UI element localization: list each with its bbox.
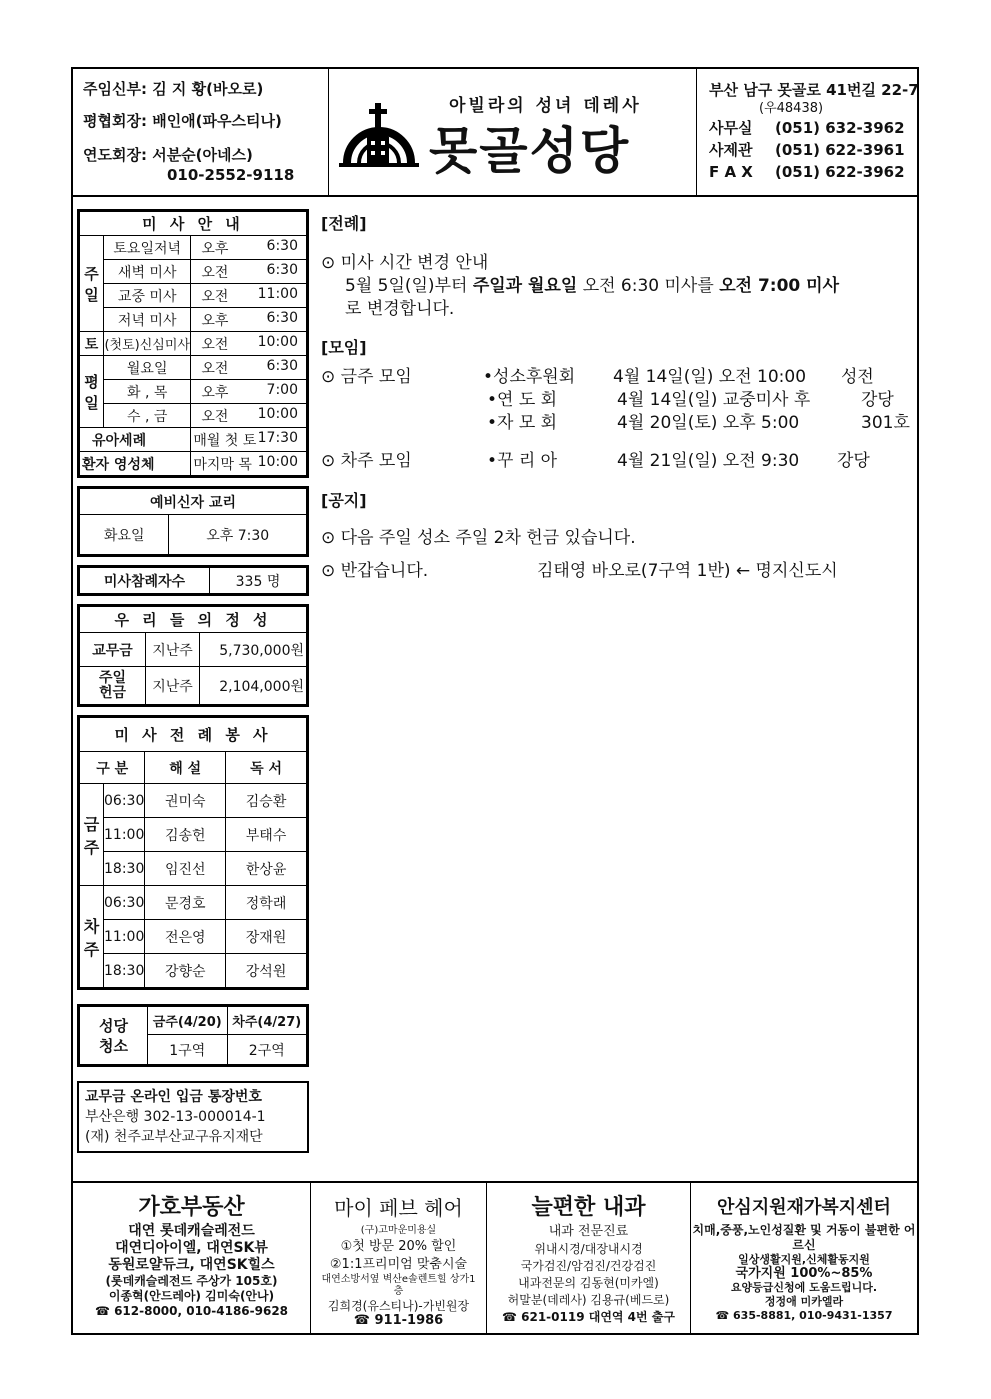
mass-time: 10:00 [257, 405, 298, 422]
liturgy-new-time: 오전 7:00 미사 [719, 276, 839, 296]
liturgy-service-box [77, 715, 309, 990]
mass-time: 7:00 [266, 381, 298, 398]
ad-line: (롯데캐슬레전드 주상가 105호) [105, 1274, 278, 1288]
meeting-place: 강당 [861, 390, 894, 410]
mass-name: 수 , 금 [104, 404, 191, 428]
commentator: 강향순 [145, 954, 226, 988]
liturgy-line2: 로 변경합니다. [345, 299, 455, 319]
league-name: 서분순(아네스) [152, 146, 253, 164]
ad-phone: ☎ 635-8881, 010-9431-1357 [715, 1309, 893, 1322]
welcome-label: 반갑습니다. [340, 561, 429, 581]
ad-line: 대연디아이엘, 대연SK뷰 [115, 1240, 268, 1256]
mass-name: 새벽 미사 [104, 260, 191, 284]
infant-baptism-label: 유아세례 [92, 432, 147, 449]
council-name: 배인애(파우스티나) [152, 112, 282, 130]
commentator: 전은영 [145, 920, 226, 954]
new-member: 김태영 바오로(7구역 1반) ← 명지신도시 [537, 561, 838, 581]
council-label: 평협회장: [83, 112, 147, 130]
meeting-place: 301호 [861, 413, 910, 433]
mass-time: 11:00 [257, 285, 298, 302]
account-title: 교무금 온라인 입금 통장번호 [85, 1089, 262, 1105]
ad-line: 위내시경/대장내시경 [534, 1242, 643, 1256]
mass-name: 저녁 미사 [104, 308, 191, 332]
attendance-box [77, 565, 309, 596]
ad-line: ①첫 방문 20% 할인 [340, 1239, 457, 1254]
left-column [77, 209, 309, 1161]
bullet-icon: ⊙ [321, 253, 341, 273]
ad-line: 치매,중풍,노인성질환 및 거동이 불편한 어르신 [692, 1223, 916, 1252]
ad-hair [311, 1183, 487, 1335]
ad-clinic [487, 1183, 691, 1335]
service-time: 06:30 [104, 886, 145, 920]
mass-time: 6:30 [266, 261, 298, 278]
dues-label: 교무금 [80, 633, 146, 667]
church-logo-icon [339, 101, 419, 171]
pastor-label: 주임신부: [83, 80, 147, 98]
rectory-phone: (051) 622-3961 [775, 141, 905, 159]
liturgy-old-time: 오전 6:30 미사를 [582, 276, 714, 296]
meeting-place: 강당 [837, 451, 870, 471]
mass-ampm: 오후 [201, 312, 229, 329]
bulletin-frame [71, 67, 919, 1335]
ad-title: 가호부동산 [138, 1195, 245, 1220]
service-time: 11:00 [104, 818, 145, 852]
commentator: 임진선 [145, 852, 226, 886]
cleaning-box [77, 1004, 309, 1067]
liturgy-days: 주일과 월요일 [472, 276, 578, 296]
mass-time: 6:30 [266, 309, 298, 326]
infant-baptism-day: 매월 첫 토 [193, 432, 257, 449]
ad-phone: ☎ 621-0119 대연역 4번 출구 [502, 1310, 675, 1324]
mass-ampm: 오전 [201, 408, 229, 425]
catechism-time: 오후 7:30 [169, 515, 307, 555]
league-label: 연도회장: [83, 146, 147, 164]
header [73, 69, 917, 197]
postal-code: (우48438) [759, 101, 824, 116]
infant-baptism-time: 17:30 [257, 429, 298, 446]
mass-ampm: 오전 [201, 264, 229, 281]
reader: 김승환 [226, 784, 307, 818]
mass-name: (첫토)신심미사 [104, 332, 191, 356]
service-time: 18:30 [104, 852, 145, 886]
fax-number: (051) 622-3962 [775, 163, 905, 181]
meeting-time: 4월 14일(일) 오전 10:00 [613, 367, 807, 387]
liturgy-item: 미사 시간 변경 안내 [340, 253, 489, 273]
dues-value: 5,730,000원 [200, 633, 307, 667]
sunday-offering-label: 주일헌금 [80, 667, 146, 705]
mass-schedule [77, 209, 309, 478]
mass-time: 6:30 [266, 237, 298, 254]
ad-line: 김희경(유스티나)-가빈원장 [327, 1299, 470, 1313]
notice-item: 다음 주일 성소 주일 2차 헌금 있습니다. [340, 528, 636, 548]
mass-title: 미 사 안 내 [80, 212, 307, 236]
liturgy-date: 5월 5일(일)부터 [345, 276, 468, 296]
reader: 정학래 [226, 886, 307, 920]
reader: 장재원 [226, 920, 307, 954]
account-box [77, 1081, 309, 1153]
ad-line: 국가검진/암검진/건강검진 [520, 1259, 657, 1273]
ad-real-estate [73, 1183, 311, 1335]
offering-box [77, 604, 309, 707]
service-time: 18:30 [104, 954, 145, 988]
ad-line: ②1:1프리미엄 맞춤시술 [329, 1257, 468, 1272]
this-week-meetings-label: 금주 모임 [340, 367, 412, 387]
meeting-group: •성소후원회 [483, 367, 576, 387]
parish-patron: 아빌라의 성녀 데레사 [449, 96, 642, 116]
league-phone: 010-2552-9118 [167, 166, 295, 184]
address: 부산 남구 못골로 41번길 22-7 [709, 81, 919, 99]
reader: 강석원 [226, 954, 307, 988]
service-col-division: 구 분 [80, 752, 145, 784]
ad-phone: ☎ 612-8000, 010-4186-9628 [94, 1304, 289, 1318]
service-col-commentary: 해 설 [145, 752, 226, 784]
ad-title: 늘편한 내과 [531, 1195, 646, 1220]
bullet-icon: ⊙ [321, 451, 341, 471]
attendance-label: 미사참례자수 [80, 568, 210, 594]
sunday-offering-when: 지난주 [146, 667, 200, 705]
meeting-group: •꾸 리 아 [487, 451, 558, 471]
reader: 한상윤 [226, 852, 307, 886]
ad-line: 내과 전문진료 [548, 1224, 629, 1239]
mass-name: 토요일저녁 [104, 236, 191, 260]
bullet-icon: ⊙ [321, 528, 341, 548]
cleaning-next-head: 차주(4/27) [227, 1007, 307, 1035]
office-phone: (051) 632-3962 [775, 119, 905, 137]
mass-ampm: 오전 [201, 336, 229, 353]
ad-line: 정정애 미카엘라 [764, 1295, 844, 1308]
sick-communion-time: 10:00 [257, 453, 298, 470]
commentator: 문경호 [145, 886, 226, 920]
reader: 부태수 [226, 818, 307, 852]
next-week-meetings-label: 차주 모임 [340, 451, 412, 471]
meeting-group: •자 모 회 [487, 413, 558, 433]
cleaning-this: 1구역 [148, 1035, 228, 1065]
attendance-value: 335 명 [210, 568, 307, 594]
ad-subtitle: (구)고마운미용실 [360, 1225, 437, 1236]
pastor-name: 김 지 황(바오로) [152, 80, 264, 98]
mass-ampm: 오후 [201, 384, 229, 401]
sick-communion-day: 마지막 목 [193, 456, 252, 473]
ad-line: 국가지원 100%~85% [735, 1266, 873, 1281]
saturday-label: 토 [80, 332, 104, 356]
advertisements [73, 1181, 917, 1335]
offering-title: 우 리 들 의 정 성 [80, 607, 307, 633]
rectory-label: 사제관 [709, 141, 753, 159]
announcements [321, 211, 913, 583]
mass-ampm: 오후 [201, 240, 229, 257]
notice-heading: [공지] [321, 491, 367, 510]
meeting-time: 4월 21일(일) 오전 9:30 [617, 451, 800, 471]
this-week-label: 금주 [80, 784, 104, 886]
mass-ampm: 오전 [201, 288, 229, 305]
mass-name: 화 , 목 [104, 380, 191, 404]
weekday-label: 평일 [80, 356, 104, 428]
contact-info [697, 69, 917, 197]
ad-line: 대연소방서옆 벽산e솔렌트힐 상가1층 [321, 1274, 476, 1297]
mass-name: 교중 미사 [104, 284, 191, 308]
cleaning-this-head: 금주(4/20) [148, 1007, 228, 1035]
account-owner: (재) 천주교부산교구유지재단 [85, 1129, 263, 1145]
ad-line: 요양등급신청에 도움드립니다. [730, 1281, 878, 1294]
catechism-day: 화요일 [80, 515, 169, 555]
ad-line: 대연 롯데캐슬레전드 [128, 1223, 255, 1239]
commentator: 권미숙 [145, 784, 226, 818]
office-label: 사무실 [709, 119, 753, 137]
dues-when: 지난주 [146, 633, 200, 667]
mass-time: 6:30 [266, 357, 298, 374]
church-title-block [329, 69, 697, 197]
fax-label: F A X [709, 163, 753, 181]
church-name: 못골성당 [429, 122, 631, 180]
ad-line: 일상생활지원,신체활동지원 [738, 1253, 870, 1266]
service-col-reading: 독 서 [226, 752, 307, 784]
ad-line: 내과전문의 김동현(미카엘) [518, 1276, 659, 1290]
bullet-icon: ⊙ [321, 561, 341, 581]
ad-line: 허말분(데레사) 김용규(베드로) [507, 1293, 670, 1307]
ad-line: 동원로얄듀크, 대연SK힐스 [108, 1257, 275, 1273]
account-number: 부산은행 302-13-000014-1 [85, 1109, 266, 1125]
mass-name: 월요일 [104, 356, 191, 380]
meeting-time: 4월 20일(토) 오후 5:00 [617, 413, 800, 433]
meeting-time: 4월 14일(일) 교중미사 후 [617, 390, 811, 410]
ad-title: 안심지원재가복지센터 [717, 1197, 891, 1218]
sunday-label: 주일 [80, 236, 104, 332]
service-title: 미 사 전 례 봉 사 [80, 718, 307, 752]
service-time: 06:30 [104, 784, 145, 818]
meetings-heading: [모임] [321, 338, 367, 357]
commentator: 김송헌 [145, 818, 226, 852]
service-time: 11:00 [104, 920, 145, 954]
meeting-place: 성전 [841, 367, 874, 387]
ad-welfare-center [691, 1183, 917, 1335]
ad-line: 이종혁(안드레아) 김미숙(안나) [108, 1289, 275, 1303]
ad-phone: ☎ 911-1986 [353, 1313, 444, 1328]
meeting-group: •연 도 회 [487, 390, 558, 410]
catechism-title: 예비신자 교리 [80, 489, 307, 515]
staff-info [73, 69, 329, 197]
sunday-offering-value: 2,104,000원 [200, 667, 307, 705]
bullet-icon: ⊙ [321, 367, 341, 387]
liturgy-heading: [전례] [321, 214, 367, 233]
catechism-box [77, 486, 309, 557]
mass-ampm: 오전 [201, 360, 229, 377]
next-week-label: 차주 [80, 886, 104, 988]
sick-communion-label: 환자 영성체 [82, 456, 155, 473]
cleaning-label: 성당 청소 [80, 1007, 148, 1065]
cleaning-next: 2구역 [227, 1035, 307, 1065]
ad-title: 마이 페브 헤어 [334, 1196, 463, 1220]
mass-time: 10:00 [257, 333, 298, 350]
